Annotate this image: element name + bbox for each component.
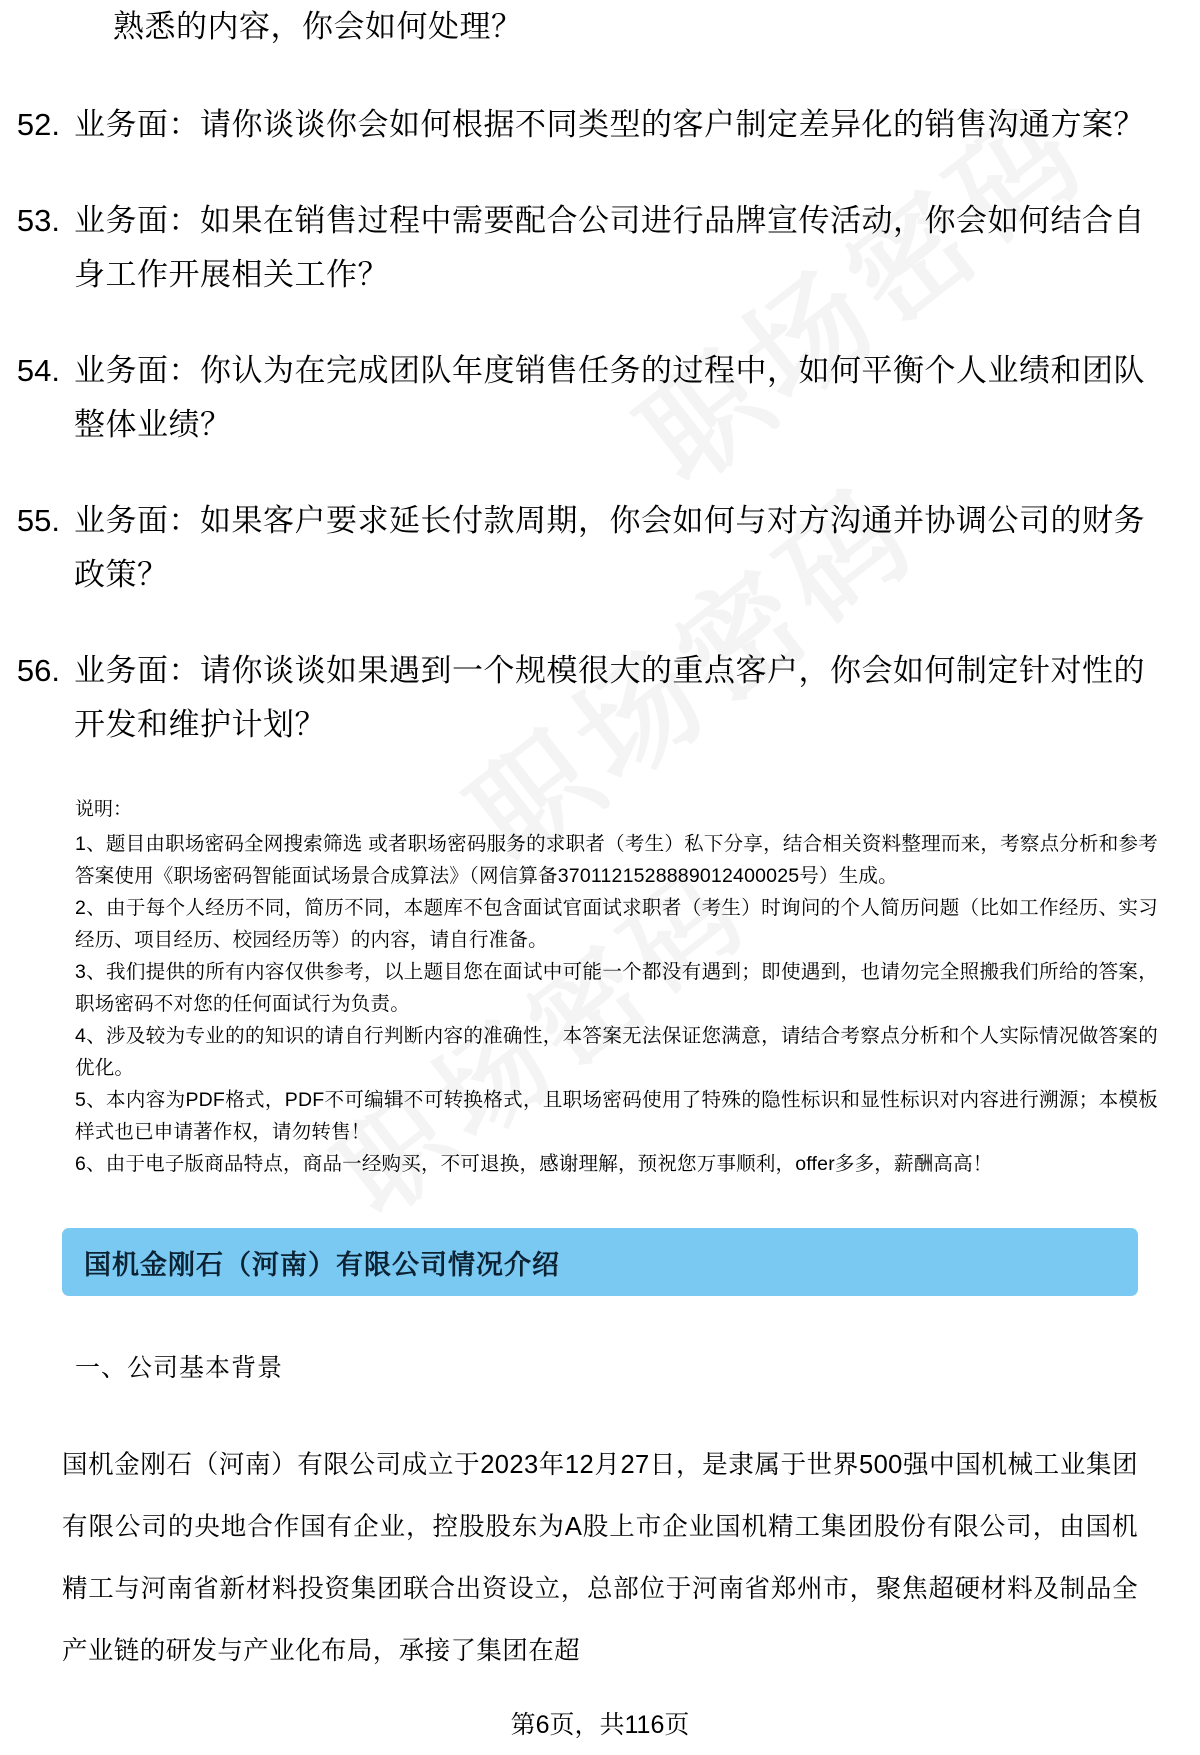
question-item [0, 494, 1200, 602]
notes-item: 4、涉及较为专业的的知识的请自行判断内容的准确性，本答案无法保证您满意，请结合考察点分析和个人实际情况做答案的优化。 [75, 1025, 1158, 1079]
interview-question-list [0, 98, 1200, 752]
question-number: 52. [16, 107, 60, 142]
company-section-banner [62, 1228, 1138, 1296]
question-text: 业务面：如果在销售过程中需要配合公司进行品牌宣传活动，你会如何结合自身工作开展相关工作？ [74, 203, 1145, 292]
notes-item: 6、由于电子版商品特点，商品一经购买，不可退换，感谢理解，预祝您万事顺利，offer多多，薪酬高高！ [75, 1153, 993, 1175]
question-text: 业务面：如果客户要求延长付款周期，你会如何与对方沟通并协调公司的财务政策？ [74, 503, 1145, 592]
question-item [0, 644, 1200, 752]
question-number: 55. [16, 503, 60, 538]
question-item [0, 194, 1200, 302]
subsection-paragraph: 国机金刚石（河南）有限公司成立于2023年12月27日，是隶属于世界500强中国机械工业集团有限公司的央地合作国有企业，控股股东为A股上市企业国机精工集团股份有限公司，由国机精工与河南省新材料投资集团联合出资设立，总部位于河南省郑州市，聚焦超硬材料及制品全产业链的研发与产业化布局，承接了集团在超 [62, 1451, 1138, 1665]
notes-title: 说明： [75, 799, 133, 820]
notes-item: 2、由于每个人经历不同，简历不同，本题库不包含面试官面试求职者（考生）时询问的个人简历问题（比如工作经历、实习经历、项目经历、校园经历等）的内容，请自行准备。 [75, 897, 1158, 951]
notes-item: 1、题目由职场密码全网搜索筛选 或者职场密码服务的求职者（考生）私下分享，结合相关资料整理而来，考察点分析和参考答案使用《职场密码智能面试场景合成算法》（网信算备3701121528889012400025号）生成。 [75, 833, 1158, 887]
notes-item: 3、我们提供的所有内容仅供参考，以上题目您在面试中可能一个都没有遇到；即使遇到，也请勿完全照搬我们所给的答案，职场密码不对您的任何面试行为负责。 [75, 961, 1158, 1015]
question-text: 业务面：你认为在完成团队年度销售任务的过程中，如何平衡个人业绩和团队整体业绩？ [74, 353, 1145, 442]
subsection-heading: 一、公司基本背景 [75, 1354, 284, 1382]
question-item [0, 98, 1200, 152]
page-footer: 第6页，共116页 [510, 1711, 690, 1739]
question-item [0, 344, 1200, 452]
question-text: 业务面：请你谈谈如果遇到一个规模很大的重点客户，你会如何制定针对性的开发和维护计划？ [74, 653, 1145, 742]
question-text: 业务面：请你谈谈你会如何根据不同类型的客户制定差异化的销售沟通方案？ [74, 107, 1145, 142]
company-section-title: 国机金刚石（河南）有限公司情况介绍 [84, 1249, 560, 1280]
notes-section [0, 794, 1200, 1180]
notes-item: 5、本内容为PDF格式，PDF不可编辑不可转换格式，且职场密码使用了特殊的隐性标识和显性标识对内容进行溯源；本模板样式也已申请著作权，请勿转售！ [75, 1089, 1158, 1143]
question-number: 54. [16, 353, 60, 388]
question-number: 53. [16, 203, 60, 238]
question-number: 56. [16, 653, 60, 688]
question-continuation-line: 熟悉的内容，你会如何处理？ [113, 9, 523, 44]
